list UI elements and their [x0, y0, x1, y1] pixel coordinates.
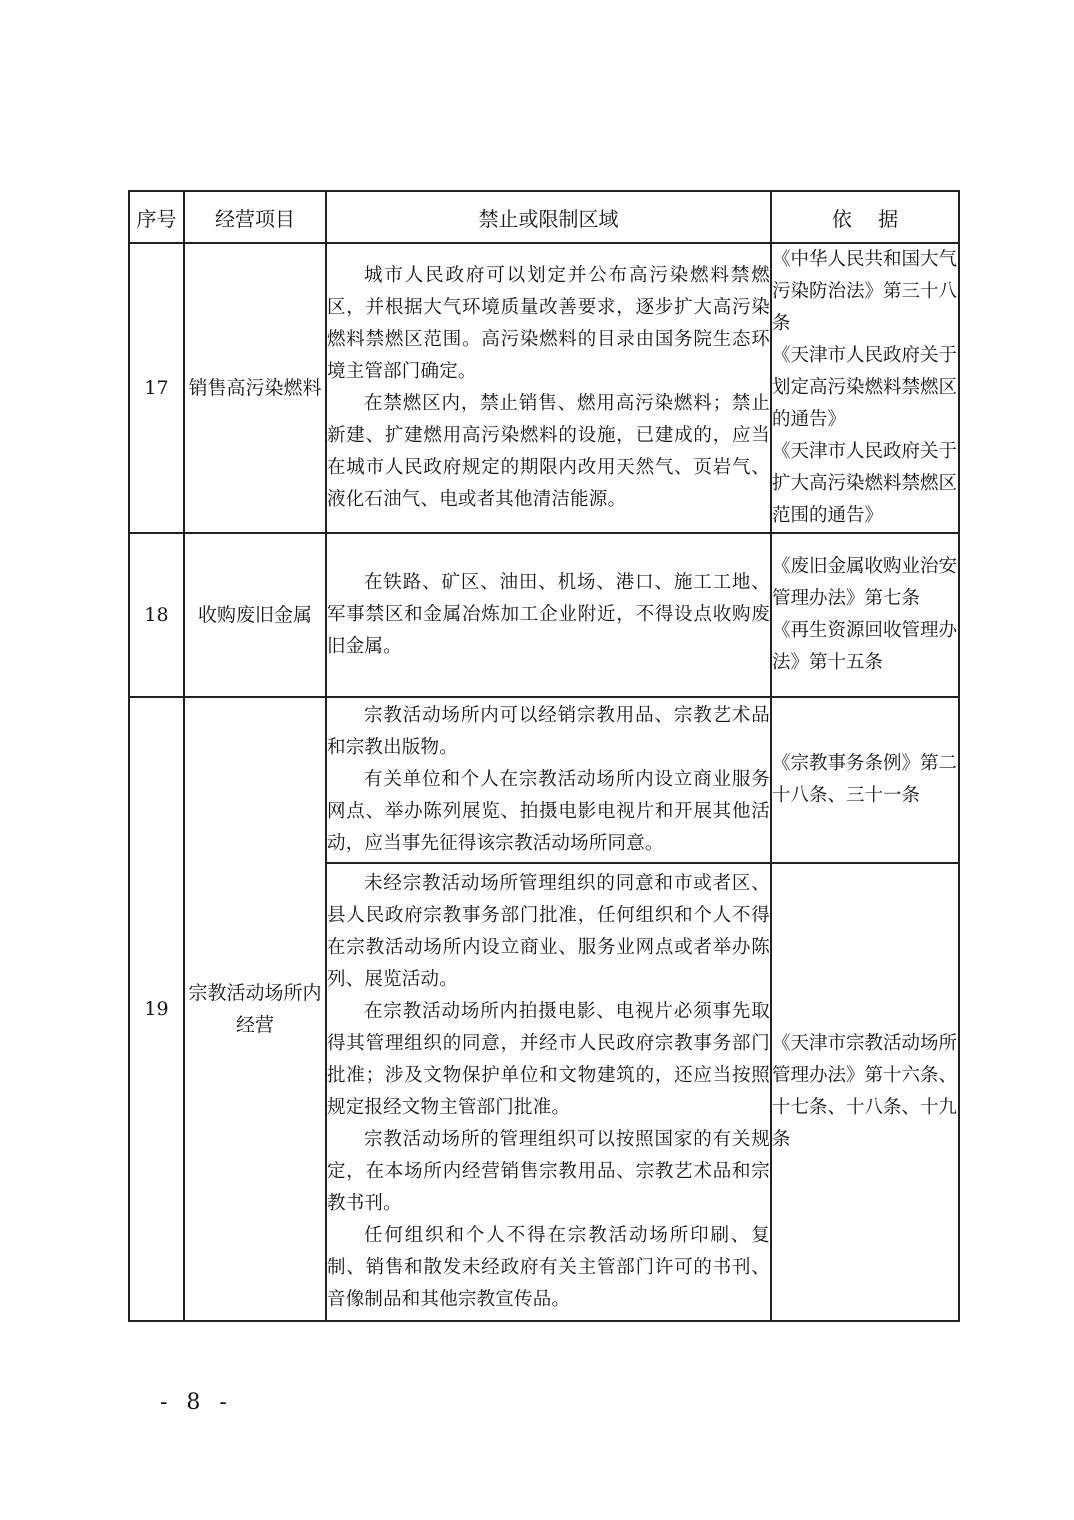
header-num: 序号: [129, 191, 184, 243]
legal-basis: [771, 697, 959, 863]
basis-paragraph: 《再生资源回收管理办法》第十五条: [772, 620, 958, 673]
basis-paragraph: 《天津市人民政府关于划定高污染燃料禁燃区的通告》: [772, 345, 958, 430]
basis-paragraph: 《天津市宗教活动场所管理办法》第十六条、十七条、十八条、十九条: [772, 1033, 958, 1150]
area-paragraph: 在禁燃区内，禁止销售、燃用高污染燃料；禁止新建、扩建燃用高污染燃料的设施，已建成的，应当在城市人民政府规定的期限内改用天然气、页岩气、液化石油气、电或者其他清洁能源。: [327, 393, 770, 510]
area-paragraph: 城市人民政府可以划定并公布高污染燃料禁燃区，并根据大气环境质量改善要求，逐步扩大高污染燃料禁燃区范围。高污染燃料的目录由国务院生态环境主管部门确定。: [327, 265, 770, 382]
legal-basis: [771, 243, 959, 533]
row-number: 18: [129, 533, 184, 697]
basis-paragraph: 《中华人民共和国大气污染防治法》第三十八条: [772, 249, 958, 334]
restricted-area: [326, 697, 771, 863]
legal-basis: [771, 863, 959, 1321]
area-paragraph: 未经宗教活动场所管理组织的同意和市或者区、县人民政府宗教事务部门批准，任何组织和个人不得在宗教活动场所内设立商业、服务业网点或者举办陈列、展览活动。: [327, 873, 770, 990]
area-paragraph: 任何组织和个人不得在宗教活动场所印刷、复制、销售和散发未经政府有关主管部门许可的书刊、音像制品和其他宗教宣传品。: [327, 1225, 770, 1310]
table-row: [129, 697, 959, 863]
area-paragraph: 在铁路、矿区、油田、机场、港口、施工工地、军事禁区和金属冶炼加工企业附近，不得设点收购废旧金属。: [327, 572, 770, 657]
restricted-area: [326, 863, 771, 1321]
page-number: - 8 -: [160, 1390, 233, 1415]
table-header-row: [129, 191, 959, 243]
business-item: 宗教活动场所内经营: [184, 697, 326, 1321]
header-area: 禁止或限制区域: [326, 191, 771, 243]
header-basis: 依 据: [771, 191, 959, 243]
restricted-area: [326, 243, 771, 533]
area-paragraph: 在宗教活动场所内拍摄电影、电视片必须事先取得其管理组织的同意，并经市人民政府宗教事务部门批准；涉及文物保护单位和文物建筑的，还应当按照规定报经文物主管部门批准。: [327, 1001, 770, 1118]
restricted-area: [326, 533, 771, 697]
basis-paragraph: 《宗教事务条例》第二十八条、三十一条: [772, 753, 958, 806]
row-number: 19: [129, 697, 184, 1321]
area-paragraph: 宗教活动场所的管理组织可以按照国家的有关规定，在本场所内经营销售宗教用品、宗教艺术品和宗教书刊。: [327, 1129, 770, 1214]
table-row: [129, 243, 959, 533]
area-paragraph: 宗教活动场所内可以经销宗教用品、宗教艺术品和宗教出版物。: [327, 705, 770, 758]
header-item: 经营项目: [184, 191, 326, 243]
area-paragraph: 有关单位和个人在宗教活动场所内设立商业服务网点、举办陈列展览、拍摄电影电视片和开展其他活动，应当事先征得该宗教活动场所同意。: [327, 769, 770, 854]
legal-basis: [771, 533, 959, 697]
row-number: 17: [129, 243, 184, 533]
table-row: [129, 533, 959, 697]
regulation-table: [128, 190, 960, 1322]
basis-paragraph: 《天津市人民政府关于扩大高污染燃料禁燃区范围的通告》: [772, 441, 958, 526]
basis-paragraph: 《废旧金属收购业治安管理办法》第七条: [772, 556, 958, 609]
business-item: 收购废旧金属: [184, 533, 326, 697]
business-item: 销售高污染燃料: [184, 243, 326, 533]
